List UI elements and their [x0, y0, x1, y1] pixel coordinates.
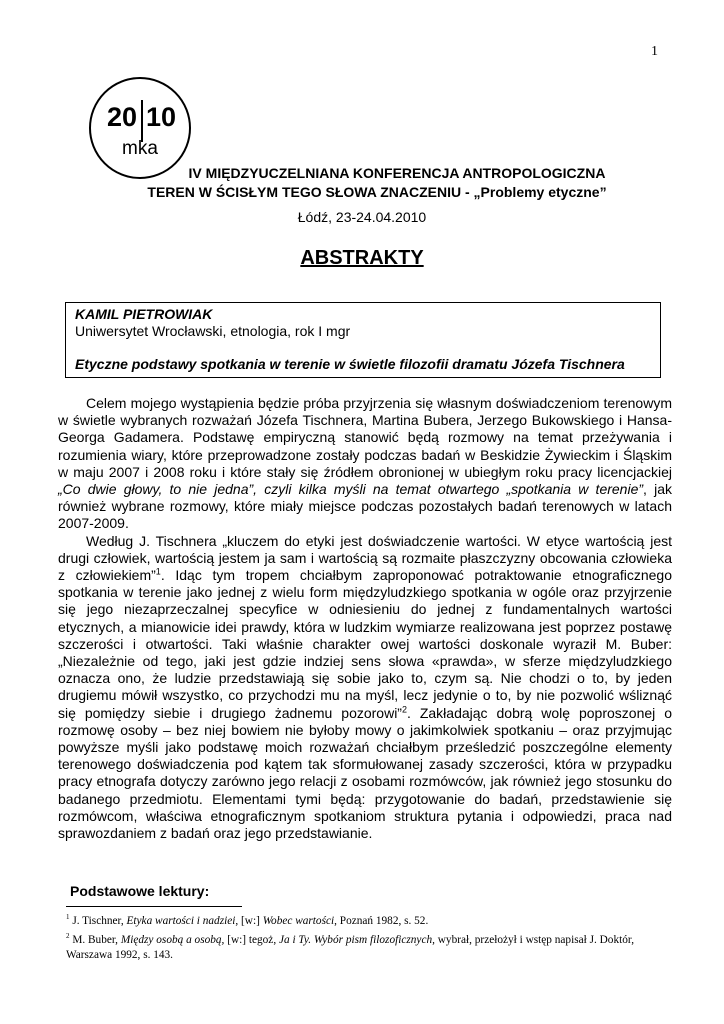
page-number: 1	[651, 44, 658, 59]
abstract-paragraph-2	[58, 533, 672, 843]
p1-italic-title: „Co dwie głowy, to nie jedna”, czyli kilka myśli na temat otwartego „spotkania w terenie”	[58, 481, 644, 498]
p2-text-c: . Zakładając dobrą wolę poproszonej o rozmowę osoby – bez niej bowiem nie byłoby mowy o jakimkolwiek spotkaniu – oraz przyjmując powyższe myśli jako podstawę moich rozważań chciałbym prześledzić poszczególne elementy terenowego doświadczenia pod kątem tak sformułowanej zasady szczerości, która w przypadku pracy etnografa dotyczy zarówno jego relacji z osobami rozmówców, jak również jego stosunku do badanego przedmiotu. Elementami tymi będą: przygotowanie do badań, przedstawienie się rozmówcom, właściwa etnograficznym spotkaniom struktura pytania i odpowiedzi, praca nad sprawozdaniem z badań oraz jego przedstawianie.	[58, 704, 673, 842]
conference-title-line2: TEREN W ŚCISŁYM TEGO SŁOWA ZNACZENIU - „Problemy etyczne”	[147, 184, 607, 200]
author-box	[65, 302, 661, 378]
reading-list-heading: Podstawowe lektury:	[70, 883, 210, 899]
author-name: KAMIL PIETROWIAK	[75, 306, 213, 322]
author-affiliation: Uniwersytet Wrocławski, etnologia, rok I mgr	[75, 323, 351, 339]
footnote-2	[66, 929, 666, 963]
page-heading: ABSTRAKTY	[300, 247, 424, 269]
abstract-paragraph-1	[58, 395, 672, 533]
footnote-number: 1	[66, 913, 70, 921]
footnotes	[66, 910, 666, 963]
logo-year-right: 10	[146, 102, 177, 132]
abstract-body	[58, 395, 672, 842]
p1-text-a: Celem mojego wystąpienia będzie próba przyjrzenia się własnym doświadczeniom terenowym w świetle wybranych rozważań Józefa Tischnera, Martina Bubera, Jerzego Bukowskiego i Hansa-Georga Gadamera. Podstawę empiryczną stanowić będą rozmowy na temat przeżywania i rozumienia wiary, które przeprowadzone zostały podczas badań w Beskidzie Żywieckim i Śląskim w maju 2007 i 2008 roku i które stały się źródłem obronionej w ubiegłym roku pracy licencjackiej	[58, 395, 672, 480]
footnote-ref-1[interactable]: 1	[155, 566, 161, 577]
footnote-ref-2[interactable]: 2	[401, 704, 407, 714]
logo-sub: mka	[122, 138, 158, 159]
p2-text-b: . Idąc tym tropem chciałbym zaproponować potraktowanie etnograficznego spotkania w terenie jako jednej z wielu form międzyludzkiego spotkania w ogóle oraz przyjrzenie się jego niezaprzeczalnej specyfice w odniesieniu do jednej z fundamentalnych wartości etycznych, a mianowicie idei prawdy, która w ludzkim wymiarze realizowana jest poprzez postawę szczerości i otwartości. Taki właśnie charakter owej wartości doskonale wyraził M. Buber: „Niezależnie od tego, jaki jest gdzie indziej sens słowa «prawda», w sferze międzyludzkiego oznacza ono, że ludzie przedstawiają się sobie jako to, czym są. Nie chodzi o to, by jeden drugiemu mówił wszystko, co przychodzi mu na myśl, lecz jedynie o to, by nie pozwolić wśliznąć się pomiędzy siebie i drugiego żadnemu pozorowi”	[58, 567, 672, 721]
footnote-italic: Ja i Ty. Wybór pism filozoficznych,	[278, 933, 435, 946]
footnote-text: M. Buber,	[69, 933, 121, 946]
footnote-italic: Między osobą a osobą,	[120, 933, 225, 946]
footnote-number: 2	[66, 931, 70, 940]
footnote-italic: Etyka wartości i nadziei	[126, 914, 236, 927]
conference-title-line1: IV MIĘDZYUCZELNIANA KONFERENCJA ANTROPOLOGICZNA	[188, 165, 606, 181]
conference-date: Łódź, 23-24.04.2010	[297, 209, 427, 225]
footnote-divider	[66, 906, 242, 907]
logo-year-left: 20	[106, 102, 137, 132]
footnote-italic: Wobec wartości	[262, 914, 335, 927]
talk-title: Etyczne podstawy spotkania w terenie w świetle filozofii dramatu Józefa Tischnera	[75, 356, 625, 372]
footnote-text: , Poznań 1982, s. 52.	[334, 914, 429, 927]
footnote-text: [w:] tegoż,	[224, 933, 279, 946]
footnote-text: J. Tischner,	[69, 914, 127, 927]
p1-text-b: , jak również wybrane rozmowy, które miały miejsce podczas pozostałych badań terenowych w latach 2007-2009.	[58, 481, 672, 532]
footnote-text: , [w:]	[235, 914, 263, 927]
footnote-text: wybrał, przełożył i wstęp napisał J. Doktór, Warszawa 1992, s. 143.	[66, 933, 635, 961]
p2-text-a: Według J. Tischnera „kluczem do etyki jest doświadczenie wartości. W etyce wartością jest drugi człowiek, wartością jestem ja sam i wartością są rozmaite płaszczyzny obcowania człowieka z człowiekiem”	[58, 532, 672, 584]
footnote-1	[66, 910, 666, 929]
